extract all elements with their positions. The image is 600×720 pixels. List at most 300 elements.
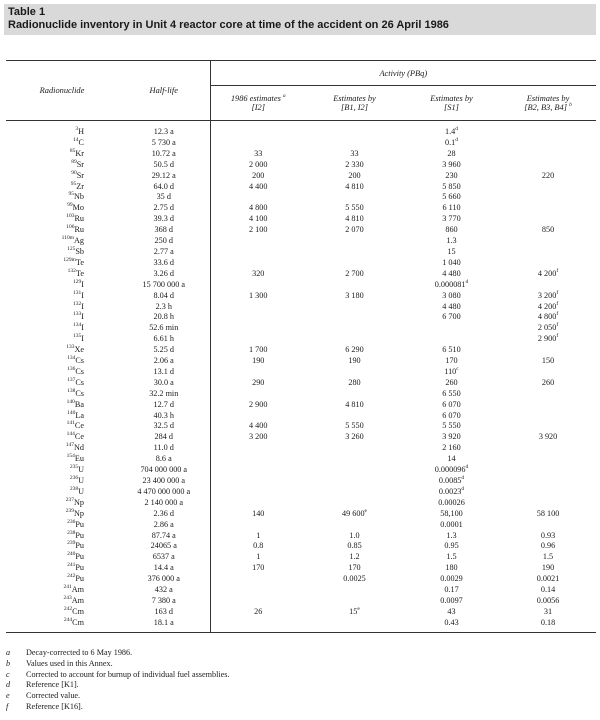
cell-radionuclide: [6, 258, 118, 269]
cell-est-b1: [306, 531, 403, 542]
cell-half-life: 2.3 h: [155, 301, 172, 311]
cell-value: 4 810: [345, 181, 364, 191]
cell-est-s1: [403, 192, 500, 203]
cell-est-s1: [403, 269, 500, 280]
cell-half-life: 30.0 a: [153, 377, 174, 387]
table-row: [6, 269, 596, 280]
cell-value: 6 070: [442, 399, 461, 409]
cell-est-s1: [403, 258, 500, 269]
cell-est-b1: [306, 291, 403, 302]
mass-number: 90: [71, 169, 77, 176]
cell-half-life: 8.04 d: [153, 290, 174, 300]
cell-est-b2: [500, 225, 596, 236]
table-row: [6, 607, 596, 618]
cell-est-b2: [500, 389, 596, 400]
cell-half-life: 2 140 000 a: [144, 497, 183, 507]
mass-number: 95: [68, 191, 74, 198]
cell-value: 320: [252, 268, 265, 278]
mass-number: 137: [67, 376, 76, 383]
element-symbol: Mo: [72, 203, 84, 213]
cell-radionuclide: [6, 465, 118, 476]
table-row: [6, 367, 596, 378]
cell-est-b2: [500, 302, 596, 313]
col-header-b2: [500, 86, 596, 121]
table-row: [6, 323, 596, 334]
cell-est-1986: [210, 520, 306, 531]
cell-est-b1: [306, 411, 403, 422]
mass-number: 110m: [61, 235, 74, 242]
cell-half-life: 2.06 a: [153, 356, 174, 366]
element-symbol: Ru: [74, 225, 84, 235]
cell-half-life: 33.6 d: [153, 257, 174, 267]
cell-value: 3 080: [442, 290, 461, 300]
cell-est-s1: [403, 247, 500, 258]
col-header-radionuclide: Radionuclide: [6, 61, 118, 121]
table-row: [6, 149, 596, 160]
cell-est-s1: [403, 214, 500, 225]
cell-radionuclide: [6, 596, 118, 607]
cell-radionuclide: [6, 443, 118, 454]
cell-value: 58 100: [536, 508, 560, 518]
cell-est-b1: [306, 367, 403, 378]
cell-est-1986: [210, 323, 306, 334]
element-symbol: Am: [71, 585, 84, 595]
cell-est-b2: [500, 421, 596, 432]
mass-number: 125: [67, 245, 76, 252]
cell-est-b2: [500, 203, 596, 214]
footnote-key: d: [6, 680, 11, 690]
cell-value: 0.000096: [434, 465, 466, 475]
cell-est-s1: [403, 203, 500, 214]
cell-est-1986: [210, 421, 306, 432]
cell-est-b1: [306, 138, 403, 149]
cell-est-b1: [306, 552, 403, 563]
table-row: [6, 432, 596, 443]
cell-value: 260: [445, 377, 458, 387]
cell-est-b1: [306, 149, 403, 160]
cell-est-b1: [306, 269, 403, 280]
cell-est-b2: [500, 236, 596, 247]
cell-est-b1: [306, 563, 403, 574]
cell-est-1986: [210, 596, 306, 607]
table-row: [6, 334, 596, 345]
mass-number: 144: [66, 431, 75, 438]
cell-est-s1: [403, 356, 500, 367]
footnote-key: b: [6, 658, 11, 668]
cell-est-b2: [500, 487, 596, 498]
cell-half-life: 64.0 d: [153, 181, 174, 191]
cell-radionuclide: [6, 432, 118, 443]
col-header-b2-ref: [B2, B3, B4]: [524, 103, 567, 112]
cell-value: 140: [252, 508, 265, 518]
cell-value: 0.93: [540, 530, 556, 540]
cell-est-b1: [306, 203, 403, 214]
cell-value: 2 050: [537, 323, 557, 333]
cell-est-s1: [403, 225, 500, 236]
footnote: [6, 702, 230, 713]
element-symbol: Sb: [75, 246, 84, 256]
cell-value: 3 260: [345, 432, 364, 442]
cell-value: 1 040: [442, 257, 461, 267]
cell-radionuclide: [6, 203, 118, 214]
cell-note: f: [556, 333, 559, 340]
cell-half-life: 376 000 a: [147, 574, 180, 584]
cell-half-life: 4 470 000 000 a: [137, 486, 191, 496]
cell-est-b1: [306, 280, 403, 291]
table-row: [6, 541, 596, 552]
cell-value: 1.4: [445, 127, 456, 136]
cell-est-1986: [210, 269, 306, 280]
cell-radionuclide: [6, 192, 118, 203]
col-header-1986-ref: [I2]: [251, 103, 265, 112]
cell-value: 0.18: [540, 617, 556, 627]
cell-est-b1: [306, 585, 403, 596]
cell-radionuclide: [6, 585, 118, 596]
mass-number: 238: [69, 485, 79, 492]
cell-radionuclide: [6, 563, 118, 574]
element-symbol: Te: [75, 257, 84, 267]
cell-half-life: 5.25 d: [153, 345, 174, 355]
cell-est-b1: [306, 574, 403, 585]
cell-est-b2: [500, 400, 596, 411]
cell-est-s1: [403, 149, 500, 160]
cell-est-b1: [306, 356, 403, 367]
cell-radionuclide: [6, 236, 118, 247]
cell-est-b1: [306, 160, 403, 171]
cell-radionuclide: [6, 487, 118, 498]
cell-value: 15: [447, 246, 456, 256]
cell-half-life: 12.3 a: [153, 127, 174, 136]
cell-value: 0.1: [445, 137, 456, 147]
cell-value: 0.0023: [438, 486, 462, 496]
cell-value: 6 110: [442, 203, 461, 213]
cell-value: 3 920: [538, 432, 558, 442]
cell-note: f: [556, 300, 559, 307]
cell-value: 2 900: [249, 399, 268, 409]
cell-value: 5 850: [442, 181, 461, 191]
mass-number: 242: [63, 605, 73, 612]
cell-value: 1 300: [249, 290, 268, 300]
cell-est-s1: [403, 138, 500, 149]
cell-value: 6 510: [442, 345, 461, 355]
cell-value: 0.85: [347, 541, 362, 551]
cell-est-s1: [403, 498, 500, 509]
table-row: [6, 192, 596, 203]
cell-value: 0.0025: [343, 574, 366, 584]
cell-est-s1: [403, 400, 500, 411]
cell-note: d: [455, 136, 458, 143]
table-row: [6, 520, 596, 531]
cell-note: d: [461, 485, 465, 492]
cell-est-b2: [500, 291, 596, 302]
cell-est-b1: [306, 302, 403, 313]
cell-value: 0.0085: [438, 476, 462, 485]
element-symbol: Pu: [75, 574, 84, 584]
mass-number: 3: [75, 126, 79, 132]
footnote-text: Reference [K16].: [26, 701, 83, 711]
mass-number: 133: [73, 311, 82, 318]
cell-value: 1: [256, 530, 261, 540]
cell-est-1986: [210, 443, 306, 454]
col-header-b1: [306, 86, 403, 121]
col-header-activity: Activity (PBq): [210, 61, 596, 86]
cell-est-s1: [403, 323, 500, 334]
cell-value: 5 660: [442, 192, 461, 202]
cell-est-b1: [306, 171, 403, 182]
cell-est-s1: [403, 432, 500, 443]
cell-est-b1: [306, 443, 403, 454]
cell-value: 4 200: [537, 301, 557, 311]
cell-est-1986: [210, 367, 306, 378]
cell-radionuclide: [6, 389, 118, 400]
cell-value: 0.14: [540, 585, 556, 595]
element-symbol: U: [78, 465, 84, 475]
cell-half-life: 87.74 a: [151, 530, 176, 540]
cell-est-b1: [306, 476, 403, 487]
cell-est-1986: [210, 171, 306, 182]
mass-number: 134: [73, 322, 82, 329]
element-symbol: I: [81, 334, 84, 344]
cell-note: d: [465, 278, 469, 285]
cell-est-1986: [210, 585, 306, 596]
cell-est-s1: [403, 465, 500, 476]
footnote-text: Corrected to account for burnup of individual fuel assemblies.: [26, 669, 230, 679]
cell-est-1986: [210, 476, 306, 487]
footnote: [6, 659, 230, 670]
cell-value: 43: [447, 606, 456, 616]
cell-half-life: 284 d: [154, 432, 173, 442]
element-symbol: Ce: [74, 432, 84, 442]
element-symbol: La: [75, 410, 84, 420]
cell-est-1986: [210, 563, 306, 574]
cell-est-b1: [306, 312, 403, 323]
cell-est-1986: [210, 302, 306, 313]
col-header-b2-text: Estimates by: [526, 94, 570, 103]
cell-half-life: 368 d: [154, 225, 173, 235]
cell-est-1986: [210, 291, 306, 302]
cell-value: 0.96: [540, 541, 556, 551]
cell-value: 1.3: [446, 530, 457, 540]
element-symbol: Pu: [75, 519, 84, 529]
cell-est-s1: [403, 302, 500, 313]
mass-number: 85: [69, 147, 76, 154]
element-symbol: Cm: [72, 617, 84, 627]
cell-note: f: [556, 267, 559, 274]
cell-value: 860: [445, 225, 458, 235]
cell-radionuclide: [6, 214, 118, 225]
cell-value: 180: [445, 563, 458, 573]
col-header-b2-sup: b: [569, 102, 572, 108]
cell-est-b1: [306, 389, 403, 400]
cell-value: 2 700: [345, 268, 364, 278]
footnote-key: c: [6, 669, 10, 679]
table-row: [6, 214, 596, 225]
cell-est-1986: [210, 138, 306, 149]
cell-value: 0.8: [253, 541, 264, 551]
cell-value: 0.95: [444, 541, 459, 551]
cell-est-b1: [306, 192, 403, 203]
cell-est-b2: [500, 443, 596, 454]
cell-est-1986: [210, 247, 306, 258]
footnote-key: f: [6, 701, 9, 711]
cell-est-b1: [306, 509, 403, 520]
cell-value: 1.0: [349, 530, 360, 540]
element-symbol: Pu: [75, 541, 84, 551]
cell-est-1986: [210, 465, 306, 476]
mass-number: 239: [67, 540, 76, 547]
table-row: [6, 487, 596, 498]
cell-value: 3 200: [249, 432, 268, 442]
cell-est-1986: [210, 618, 306, 632]
cell-half-life: 29.12 a: [151, 170, 176, 180]
cell-est-s1: [403, 121, 500, 138]
cell-est-1986: [210, 214, 306, 225]
mass-number: 89: [71, 158, 77, 165]
cell-est-1986: [210, 258, 306, 269]
cell-note: d: [455, 126, 458, 132]
cell-est-b2: [500, 574, 596, 585]
cell-radionuclide: [6, 356, 118, 367]
cell-note: f: [556, 311, 559, 318]
cell-radionuclide: [6, 182, 118, 193]
col-header-b1-text: Estimates by: [333, 94, 376, 103]
cell-half-life: 35 d: [156, 192, 171, 202]
cell-value: 5 550: [345, 203, 364, 213]
cell-value: 0.43: [444, 617, 459, 627]
cell-est-1986: [210, 236, 306, 247]
cell-value: 1.2: [349, 552, 360, 562]
cell-half-life: 3.26 d: [153, 268, 174, 278]
cell-radionuclide: [6, 378, 118, 389]
cell-est-b2: [500, 465, 596, 476]
cell-est-1986: [210, 607, 306, 618]
cell-value: 0.00026: [438, 497, 465, 507]
cell-note: f: [556, 322, 559, 329]
cell-half-life: 8.6 a: [155, 454, 172, 464]
cell-half-life: 250 d: [154, 236, 173, 246]
cell-radionuclide: [6, 334, 118, 345]
cell-est-b1: [306, 214, 403, 225]
cell-value: 15: [349, 606, 358, 616]
footnote-text: Reference [K1].: [26, 680, 79, 690]
cell-est-b1: [306, 454, 403, 465]
cell-est-1986: [210, 225, 306, 236]
cell-half-life: 6.61 h: [153, 334, 174, 344]
element-symbol: Ag: [73, 236, 84, 246]
cell-radionuclide: [6, 574, 118, 585]
cell-value: 2 100: [249, 225, 268, 235]
cell-est-b1: [306, 432, 403, 443]
element-symbol: Nd: [73, 443, 84, 453]
cell-value: 1.5: [542, 552, 554, 562]
cell-value: 6 550: [442, 388, 461, 398]
cell-value: 4 480: [442, 268, 461, 278]
table-row: [6, 498, 596, 509]
cell-value: 33: [350, 148, 359, 158]
cell-half-life: 7 380 a: [151, 595, 176, 605]
cell-est-1986: [210, 149, 306, 160]
cell-est-b2: [500, 454, 596, 465]
cell-est-b1: [306, 465, 403, 476]
cell-value: 4 800: [537, 312, 557, 322]
cell-est-1986: [210, 574, 306, 585]
cell-value: 0.0097: [440, 595, 463, 605]
mass-number: 140: [67, 409, 76, 416]
cell-est-1986: [210, 356, 306, 367]
cell-radionuclide: [6, 302, 118, 313]
cell-value: 0.0029: [440, 574, 463, 584]
cell-radionuclide: [6, 509, 118, 520]
mass-number: 240: [67, 551, 76, 558]
cell-value: 58,100: [440, 508, 463, 518]
cell-est-b2: [500, 214, 596, 225]
cell-radionuclide: [6, 498, 118, 509]
element-symbol: Pu: [75, 563, 84, 573]
cell-half-life: 10.72 a: [151, 148, 176, 158]
cell-value: 0.17: [444, 585, 459, 595]
cell-radionuclide: [6, 291, 118, 302]
cell-est-s1: [403, 182, 500, 193]
mass-number: 140: [66, 398, 75, 405]
table-row: [6, 454, 596, 465]
cell-est-1986: [210, 531, 306, 542]
col-header-b1-ref: [B1, I2]: [341, 103, 368, 112]
table-row: [6, 160, 596, 171]
cell-half-life: 15 700 000 a: [142, 279, 186, 289]
cell-est-s1: [403, 160, 500, 171]
cell-value: 170: [445, 356, 458, 366]
table-row: [6, 121, 596, 138]
cell-est-b2: [500, 432, 596, 443]
cell-est-b1: [306, 498, 403, 509]
cell-est-b2: [500, 618, 596, 632]
cell-est-b1: [306, 607, 403, 618]
cell-value: 1.5: [446, 552, 457, 562]
cell-value: 3 180: [345, 290, 364, 300]
element-symbol: Sr: [76, 159, 84, 169]
mass-number: 132: [67, 267, 76, 274]
cell-est-b1: [306, 225, 403, 236]
cell-est-s1: [403, 596, 500, 607]
footnote-key: a: [6, 648, 11, 657]
cell-note: e: [364, 507, 367, 514]
table-row: [6, 421, 596, 432]
cell-value: 31: [543, 606, 553, 616]
cell-radionuclide: [6, 552, 118, 563]
cell-value: 4 810: [345, 399, 364, 409]
cell-est-b2: [500, 367, 596, 378]
cell-est-b2: [500, 171, 596, 182]
cell-est-b1: [306, 618, 403, 632]
cell-value: 3 960: [442, 159, 461, 169]
cell-est-b2: [500, 192, 596, 203]
mass-number: 237: [65, 496, 74, 503]
cell-est-s1: [403, 345, 500, 356]
mass-number: 235: [69, 464, 79, 471]
cell-est-b1: [306, 334, 403, 345]
cell-radionuclide: [6, 160, 118, 171]
cell-est-b1: [306, 520, 403, 531]
mass-number: 236: [67, 518, 76, 525]
element-symbol: I: [81, 290, 84, 300]
cell-radionuclide: [6, 520, 118, 531]
mass-number: 136: [67, 365, 76, 372]
cell-radionuclide: [6, 411, 118, 422]
cell-est-1986: [210, 203, 306, 214]
cell-est-b1: [306, 121, 403, 138]
cell-est-b1: [306, 400, 403, 411]
cell-est-b1: [306, 258, 403, 269]
